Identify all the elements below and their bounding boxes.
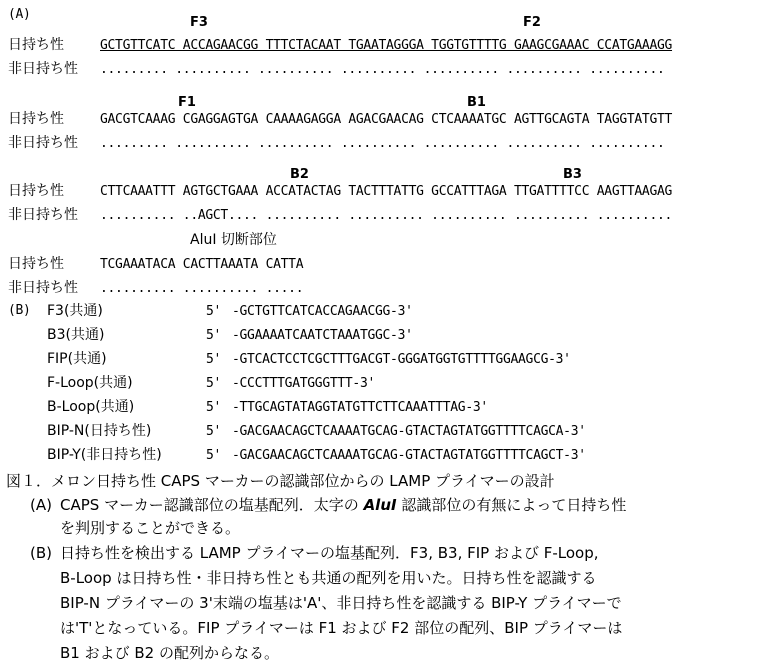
primer-sequence: -CCCTTTGATGGGTTT-3' [232, 376, 376, 391]
sequence-keeping-2: GACGTCAAAG CGAGGAGTGA CAAAAGAGGA AGACGAACAG CTCAAAATGC AGTTGCAGTA TAGGTATGTT [100, 112, 673, 127]
row-label-non-keeping: 非日持ち性 [8, 280, 78, 296]
sequence-non-keeping-3: .......... ..AGCT.... .......... .......... .......... .......... .......... [100, 208, 673, 223]
figure-title: 図１．メロン日持ち性 CAPS マーカーの認識部位からの LAMP プライマーの設計 [6, 472, 555, 490]
row-label-non-keeping: 非日持ち性 [8, 207, 78, 223]
primer-5prime: 5' [206, 448, 222, 463]
sequence-keeping-1 [100, 37, 672, 55]
caption-b-line: B1 および B2 の配列からなる。 [60, 644, 279, 662]
caption-a-part2: 認識部位の有無によって日持ち性 [401, 496, 627, 514]
row-label-non-keeping: 非日持ち性 [8, 61, 78, 77]
row-label-keeping: 日持ち性 [8, 111, 64, 127]
row-label-non-keeping: 非日持ち性 [8, 135, 78, 151]
primer-sequence: -GTCACTCCTCGCTTTGACGT-GGGATGGTGTTTTGGAAGCG-3' [232, 352, 571, 367]
primer-sequence: -TTGCAGTATAGGTATGTTCTTCAAATTTAG-3' [232, 400, 488, 415]
sequence-keeping-4: TCGAAATACA CACTTAAATA CATTA [100, 257, 304, 272]
primer-name: B3(共通) [47, 327, 105, 343]
primer-name: F3(共通) [47, 303, 103, 319]
primer-5prime: 5' [206, 424, 222, 439]
primer-sequence: -GGAAAATCAATCTAAATGGC-3' [232, 328, 413, 343]
site-label-b1: B1 [467, 95, 486, 110]
caption-a-mark: (A) [30, 496, 52, 514]
row-label-keeping: 日持ち性 [8, 256, 64, 272]
site-label-f3: F3 [190, 15, 208, 30]
caption-a-part1: CAPS マーカー認識部位の塩基配列．太字の [60, 496, 359, 514]
primer-5prime: 5' [206, 328, 222, 343]
caption-b-line: 日持ち性を検出する LAMP プライマーの塩基配列．F3, B3, FIP および F-Loop, [60, 544, 599, 562]
site-label-f2: F2 [523, 15, 541, 30]
section-a-heading: (A) [8, 7, 31, 22]
sequence-non-keeping-4: .......... .......... ..... [100, 281, 304, 296]
alui-cut-site-label: AluI 切断部位 [190, 232, 277, 248]
primer-name: BIP-N(日持ち性) [47, 423, 152, 439]
primer-5prime: 5' [206, 352, 222, 367]
caption-b-line: BIP-N プライマーの 3'末端の塩基は'A'、非日持ち性を認識する BIP-Y プライマーで [60, 594, 622, 612]
caption-a-text-cont: を判別することができる。 [60, 519, 241, 537]
primer-sequence: -GACGAACAGCTCAAAATGCAG-GTACTAGTATGGTTTTCAGCT-3' [232, 448, 586, 463]
site-label-f1: F1 [178, 95, 196, 110]
f3-site: GCTGTTCATC ACCAGAACGG TTTCTACAAT TGAATAGGGA TGGTGTTTTG GAAGCGAAAC CCATGAAAGG [100, 38, 673, 53]
sequence-keeping-3: CTTCAAATTT AGTGCTGAAA ACCATACTAG TACTTTATTG GCCATTTAGA TTGATTTTCC AAGTTAAGAG [100, 184, 673, 199]
caption-b-line: は'T'となっている。FIP プライマーは F1 および F2 部位の配列、BIP プライマーは [60, 619, 623, 637]
sequence-non-keeping-2: ......... .......... .......... .......... .......... .......... .......... [100, 136, 665, 151]
primer-5prime: 5' [206, 400, 222, 415]
primer-name: F-Loop(共通) [47, 375, 133, 391]
section-b-heading: (B) [8, 303, 31, 318]
row-label-keeping: 日持ち性 [8, 37, 64, 53]
row-label-keeping: 日持ち性 [8, 183, 64, 199]
site-label-b2: B2 [290, 167, 309, 182]
primer-name: B-Loop(共通) [47, 399, 135, 415]
primer-sequence: -GCTGTTCATCACCAGAACGG-3' [232, 304, 413, 319]
primer-name: BIP-Y(非日持ち性) [47, 447, 162, 463]
site-label-b3: B3 [563, 167, 582, 182]
primer-sequence: -GACGAACAGCTCAAAATGCAG-GTACTAGTATGGTTTTCAGCA-3' [232, 424, 586, 439]
caption-b-line: B-Loop は日持ち性・非日持ち性とも共通の配列を用いた。日持ち性を認識する [60, 569, 597, 587]
primer-name: FIP(共通) [47, 351, 107, 367]
sequence-non-keeping-1: ......... .......... .......... .......... .......... .......... .......... [100, 62, 665, 77]
primer-5prime: 5' [206, 376, 222, 391]
caption-b-mark: (B) [30, 544, 52, 562]
primer-5prime: 5' [206, 304, 222, 319]
caption-a-text [60, 494, 626, 516]
alui-term: AluI [363, 496, 397, 514]
